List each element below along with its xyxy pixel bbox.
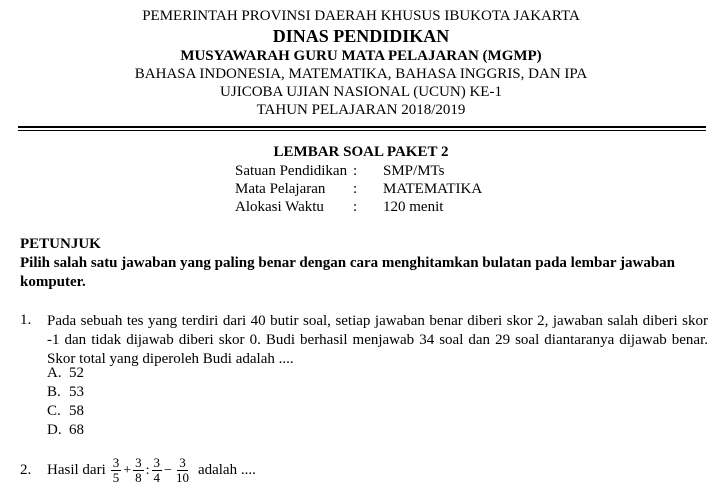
operator: : xyxy=(145,462,150,478)
numerator: 3 xyxy=(135,455,142,470)
header-department: DINAS PENDIDIKAN xyxy=(272,26,450,46)
option-letter: C. xyxy=(47,403,61,419)
operator: − xyxy=(164,462,172,478)
info-row-time xyxy=(235,199,443,216)
info-value: 120 menit xyxy=(383,199,444,215)
question-1-option-a xyxy=(47,365,84,382)
info-row-level xyxy=(235,163,444,180)
fraction xyxy=(174,456,191,485)
header-government: PEMERINTAH PROVINSI DAERAH KHUSUS IBUKOTA JAKARTA xyxy=(142,8,580,24)
header-mgmp: MUSYAWARAH GURU MATA PELAJARAN (MGMP) xyxy=(180,48,542,64)
header-year: TAHUN PELAJARAN 2018/2019 xyxy=(256,102,466,118)
denominator: 4 xyxy=(153,470,161,485)
info-sep: : xyxy=(353,181,358,197)
fraction xyxy=(111,456,122,485)
option-letter: A. xyxy=(47,365,62,381)
sheet-title: LEMBAR SOAL PAKET 2 xyxy=(273,144,449,160)
denominator: 5 xyxy=(112,470,120,485)
header-divider-thick xyxy=(18,126,706,128)
info-row-subject xyxy=(235,181,482,198)
question-2-suffix: adalah .... xyxy=(197,462,256,478)
option-value: 52 xyxy=(69,365,84,381)
option-letter: D. xyxy=(47,422,62,438)
instructions-title: PETUNJUK xyxy=(20,236,101,252)
header-subjects: BAHASA INDONESIA, MATEMATIKA, BAHASA INGGRIS, DAN IPA xyxy=(134,66,588,82)
denominator: 10 xyxy=(175,470,189,485)
numerator: 3 xyxy=(153,455,161,470)
info-key: Alokasi Waktu xyxy=(235,199,324,215)
question-1-option-d xyxy=(47,422,84,439)
header-exam: UJICOBA UJIAN NASIONAL (UCUN) KE-1 xyxy=(220,84,502,100)
fraction xyxy=(152,456,163,485)
question-2 xyxy=(20,456,256,485)
numerator: 3 xyxy=(179,455,186,470)
option-value: 68 xyxy=(69,422,84,438)
option-value: 53 xyxy=(69,384,84,400)
header-divider-thin xyxy=(18,130,706,131)
question-1-number: 1. xyxy=(20,312,32,328)
operator: + xyxy=(123,462,132,478)
question-2-number: 2. xyxy=(20,462,32,478)
option-value: 58 xyxy=(69,403,84,419)
question-1-text: Pada sebuah tes yang terdiri dari 40 butir soal, setiap jawaban benar diberi skor 2, jawaban salah diberi skor -1 dan tidak dijawab diberi skor 0. Budi berhasil menjawab 34 soal dan 29 soal diantaranya dijawab benar. Skor total yang diperoleh Budi adalah .... xyxy=(47,313,708,367)
info-sep: : xyxy=(353,163,358,179)
info-key: Satuan Pendidikan xyxy=(235,163,348,179)
info-sep: : xyxy=(353,199,358,215)
question-1-option-c xyxy=(47,403,84,420)
option-letter: B. xyxy=(47,384,61,400)
info-value: MATEMATIKA xyxy=(383,181,483,197)
instructions-text: Pilih salah satu jawaban yang paling benar dengan cara menghitamkan bulatan pada lembar jawaban komputer. xyxy=(20,255,675,290)
numerator: 3 xyxy=(112,455,120,470)
info-value: SMP/MTs xyxy=(383,163,445,179)
fraction xyxy=(133,456,144,485)
question-2-prefix: Hasil dari xyxy=(47,462,106,478)
question-1-option-b xyxy=(47,384,84,401)
denominator: 8 xyxy=(135,470,142,485)
info-key: Mata Pelajaran xyxy=(235,181,326,197)
